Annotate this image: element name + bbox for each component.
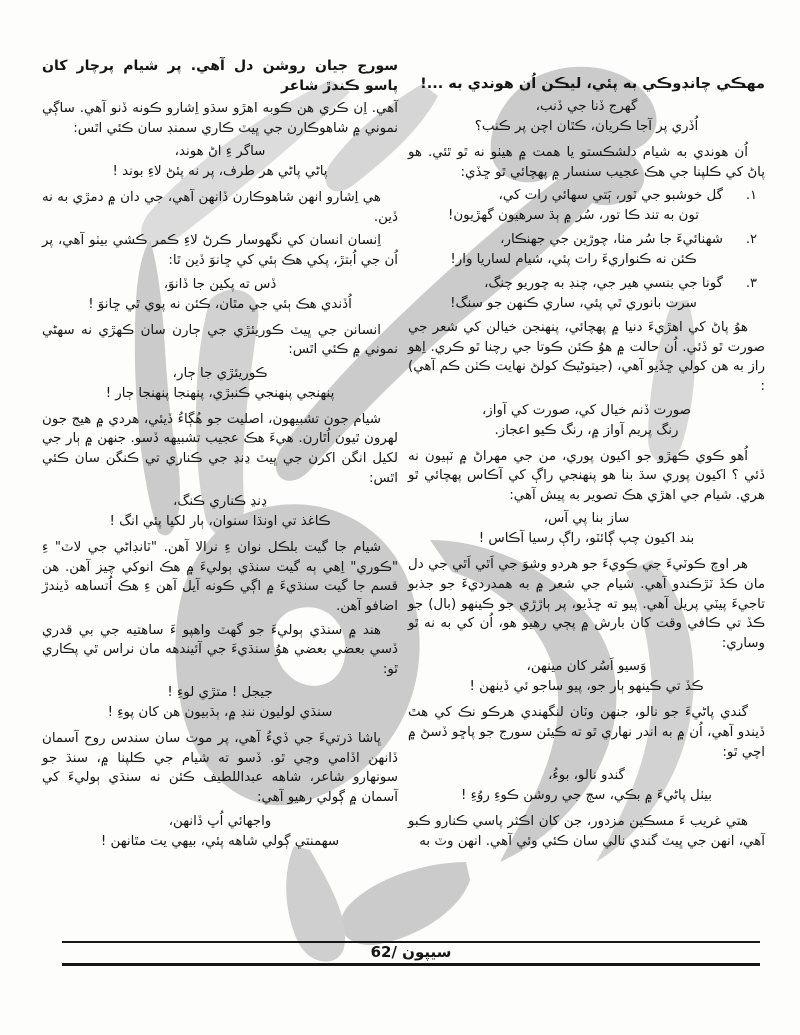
verse-line: اُڏري پر آجا ڪريان، ڪٿان اچن پر ڪنب؟ (474, 119, 699, 134)
verse-couplet (42, 364, 398, 404)
verse-couplet (408, 657, 765, 697)
item-line: تون به تند ڪا تور، سُر ۾ ٻڌ سرهيون گهڙيون! (447, 208, 700, 224)
verse-line: صورت ڏنم خيال کي، صورت کي آواز، (481, 402, 692, 418)
item-line: سرت بانوري ٿي پئي، ساري ڪنهن جو سنگ! (450, 296, 697, 312)
numbered-item (408, 186, 765, 226)
verse-couplet (408, 509, 765, 549)
verse-line: گهرج ڏنا جي ڏنب، (535, 99, 638, 114)
paragraph: هر اوچ ڪوٽيءَ جي ڪويءَ جو هردو وشوَ جي اَٿي اَٿي جي دل مان ڪڏ ٽڙڪندو آهي. شيام جي شعر ۾ به همدرديءَ جو جذبو تاجيءَ پيٽي پريل آهي. پيو ته ڇڏيو، پر ٻاڙڙي جو ڪينهو (بال) جو ڪڏ تي ڪافي وقت کان بارش ۾ پڄي رهيو هو، اُن کي به نه ٿو وساري: (408, 557, 765, 651)
item-number: ۳. (745, 276, 757, 292)
paragraph: هند ۾ سنڌي ٻوليءَ جو گهٽ واهپو ءَ ساهتيه جي بي قدري ڏسي بعضي بعضي هوُ سنڌيءَ جي آئيندهه مان نراس ٿي پڪاري ٿو: (42, 622, 398, 677)
item-line: شهنائيءَ جا سُر مٺا، چوڙين جي جهنڪار، (500, 232, 723, 248)
verse-line: گندو نالو، بوءُ، (548, 768, 625, 784)
verse-line: پنهنجي پنهنجي ڪنبڙي، پنهنجا پنهنجا ڄار ! (105, 385, 335, 401)
paragraph: آهي. اِن ڪري هن ڪوبه اهڙو سڌو اِشارو ڪونه ڏنو آهي. ساڳي نموني ۾ شاهوڪارن جي ڀيٽ ڪاري سمنڊ سان ڪئي اٿس: (42, 101, 398, 136)
text-column-left (42, 56, 398, 858)
verse-line: ڪڏ تي ڪينهو ٻار جو، پيو ساجو ئي ڏينهن ! (469, 679, 704, 695)
column-heading: مهڪي چانڊوڪي به پئي، ليڪن اُن هوندي به ...! (420, 76, 765, 92)
item-line: گل خوشبو جي ٽور، ٻَتي سهائي رات کي، (498, 188, 723, 204)
verse-line: بند اکيون چپ ڳائٽو، راڳ رسيا آڪاس ! (478, 531, 695, 547)
numbered-item (408, 230, 765, 270)
verse-couplet (408, 766, 765, 806)
verse-line: ڪاغذ تي اونڌا سنوان، ٻار لکيا پئي انگ ! (109, 514, 331, 530)
item-row (408, 274, 765, 294)
verse-line: ساگر ءِ اڻ هوند، (174, 144, 266, 160)
verse-line: رنگ پريم آواز ۾، رنگ ڪيو اعجاز. (494, 422, 679, 438)
item-number: ۲. (745, 232, 757, 248)
paragraph: گندي پاڻيءَ جو نالو، جنهن وٽان لنگهندي هرڪو نڪ کي هٿ ڏيندو آهي، اُن ۾ به اندر نهاري ٿو ته ڪيئن سورج جو پاڇو ڏسڻ ۾ اچي ٿو: (408, 705, 765, 760)
verse-line: بيٺل پاڻيءَ ۾ بڪي، سڄ جي روشن ڪوءِ روُءِ ! (460, 788, 712, 804)
text-column-right (408, 74, 765, 855)
item-line: ڪئن نه ڪنواريءَ رات پئي، شيام لساريا وار! (450, 252, 697, 268)
paragraph: ڀاشا ڌرتيءَ جي ڏيءُ آهي، پر موت سان سندس روح آسمان ڏانهن اڏامي وڃي ٿو. ڏسو ته شيام جي ڪلپنا ۾، سنڌ جو سونهارو شاعر، شاهه عبداللطيف ڪئن نه سنڌي ٻوليءَ کي آسمان ۾ ڳولي رهيو آهي: (42, 731, 398, 806)
paragraph: اُن هوندي به شيام دلشڪستو يا همت ۾ هيٺو نه ٿو ٿئي. هو پاڻ کي ڪلپنا جي هڪ عجيب سنسار ۾ پهچائي ٿو ڇڏي: (408, 145, 765, 180)
paragraph: اُهو ڪوي ڪهڙو جو اکيون پوري، من جي مهراڻ ۾ ٽٻيون نه ڏئي ؟ اکيون پوري سڌ بنا هو پنهنجي راڳ کي آڪاس پهچائي ٿو هري. شيام جي اهڙي هڪ تصوير به پيش آهي: (408, 448, 765, 503)
numbered-item (408, 274, 765, 314)
verse-couplet (42, 492, 398, 532)
paragraph: هتي غريب ءَ مسڪين مزدور، جن کان اڪثر پاسي ڪنارو ڪبو آهي، انهن جي ڀيٽ گندي نالي سان ڪئي وئي آهي. انهن وٽ به (408, 814, 765, 849)
column-heading: سورج جيان روشن دل آهي. پر شيام پرچار کان پاسو ڪندڙ شاعر (42, 58, 398, 94)
verse-line: ساز بنا پي آس، (543, 511, 630, 527)
item-number: ۱. (745, 188, 757, 204)
verse-couplet (42, 683, 398, 723)
footer-journal-page: سيپون /62 (370, 943, 452, 961)
verse-line: ڏس ته پکين جا ڏانوَ، (163, 276, 277, 292)
verse-line: سهمنتي ڳولي شاهه پئي، بيهي يت مٿانهن ! (100, 833, 340, 849)
verse-couplet (42, 142, 398, 182)
paragraph: شيام جا گيت بلڪل نوان ءِ نرالا آهن. "ٽانڊاڻي جي لاٽ" ءِ "ڪوري" اِهي ٻه گيت سنڌي ٻوليءَ ۾ هڪ انوکي چيز آهن. هن قسم جا گيت سنڌيءَ ۾ اڳي ڪونه آيل آهن ءِ هڪ اُتساهه ڏيندڙ اضافو آهن. (42, 540, 398, 614)
verse-line: اُڏندي هڪ ٻئي جي مٿان، ڪئن نه پوي ٿي ڇانوَ ! (88, 296, 352, 312)
item-row (408, 186, 765, 206)
verse-line: پاڻي پاڻي هر طرف، پر نه پئڻ لاءِ بوند ! (112, 164, 328, 180)
paragraph: انسانن جي ڀيٽ ڪوريئڙي جي ڄارن سان ڪهڙي نه سهڻي نموني ۾ ڪئي اٿس: (42, 322, 398, 358)
item-row (408, 230, 765, 250)
item-line: گونا جي بنسي هير جي، چنڊ به چوريو چنگ، (484, 276, 723, 292)
verse-line: واجهائي اُڀ ڏانهن، (168, 813, 272, 829)
verse-couplet (408, 97, 765, 137)
verse-line: وَسيو اَسُر کان مينهن، (526, 659, 647, 675)
verse-line: ڍنڍ ڪناري ڪنگ، (173, 494, 267, 510)
paragraph: شيام جون تشبيهون، اصليت جو هُڳاءُ ڏيئي، هردي ۾ هيج جون لهرون ٿيون اُٿارن. هيءَ هڪ عجيب تشبيهه ڏسو. جنهن ۾ ٻار جي لکيل انگن اکرن جي ڀيٽ ڍنڍ جي ڪناري تي ڪنگن سان ڪئي اٿس: (42, 411, 398, 486)
paragraph: هي اِشارو انهن شاهوڪارن ڏانهن آهي، جي دان ۾ دمڙي به نه ڏين. (42, 190, 398, 225)
verse-couplet (408, 401, 765, 441)
verse-line: جيجل ! متڙي لوءِ ! (167, 685, 273, 701)
verse-line: سنڌي لوليون ننڊ ۾، ٻڌبيون هن کان پوءِ ! (107, 705, 333, 721)
page-footer (62, 941, 760, 966)
verse-couplet (42, 812, 398, 852)
paragraph: اِنسان انسان کي نگهوسار ڪرڻ لاءِ ڪمر ڪشي بيٺو آهي، پر اُن جي اُبتڙ، پکي هڪ ٻئي کي ڇانوَ ڏين ٿا: (42, 233, 398, 268)
verse-line: ڪوريئڙي جا ڄار، (172, 365, 268, 381)
paragraph: هوُ پاڻ کي اهڙيءَ دنيا ۾ پهچائي، پنهنجن خيالن کي شعر جي صورت ٿو ڏئي. اُن حالت ۾ هوُ ڪئن ڪوتا جي رچنا ٿو ڪري. اِهو راز به هن کولي ڇڏيو آهي، (جيتوڻيڪ کولڻ نهايت ڪٺن ڪم آهي) : (408, 320, 765, 394)
verse-couplet (42, 275, 398, 315)
